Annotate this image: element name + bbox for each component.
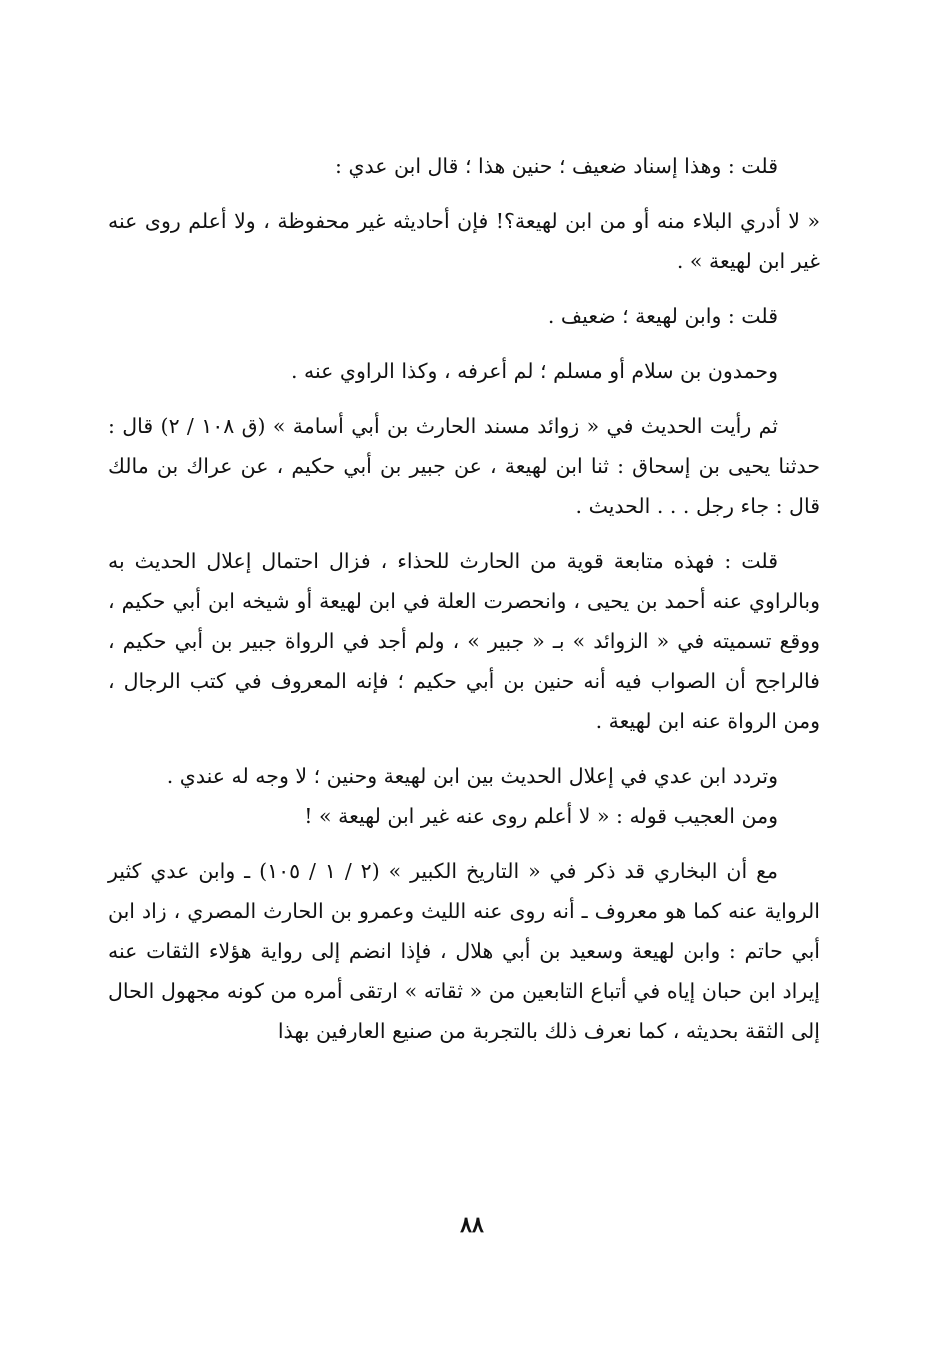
paragraph-5: ثم رأيت الحديث في « زوائد مسند الحارث بن أبي أسامة » (ق ١٠٨ / ٢) قال : حدثنا يحيى بن إسحاق : ثنا ابن لهيعة ، عن جبير بن أبي حكيم ، عن عراك بن مالك قال : جاء رجل . . . الحديث . [108,414,820,518]
paragraph-3: قلت : وابن لهيعة ؛ ضعيف . [547,304,778,328]
paragraph-4: وحمدون بن سلام أو مسلم ؛ لم أعرفه ، وكذا الراوي عنه . [290,359,778,383]
paragraph-9: مع أن البخاري قد ذكر في « التاريخ الكبير » (٢ / ١ / ١٠٥) ـ وابن عدي كثير الرواية عنه كما هو معروف ـ أنه روى عنه الليث وعمرو بن الحارث المصري ، زاد ابن أبي حاتم : وابن لهيعة وسعيد بن أبي هلال ، فإذا انضم إلى رواية هؤلاء الثقات عنه إيراد ابن حبان إياه في أتباع التابعين من « ثقاته » ارتقى أمره من كونه مجهول الحال إلى الثقة بحديثه ، كما نعرف ذلك بالتجربة من صنيع العارفين بهذا [108,859,820,1043]
body-text [108,146,820,1051]
paragraph-2: « لا أدري البلاء منه أو من ابن لهيعة؟! فإن أحاديثه غير محفوظة ، ولا أعلم روى عنه غير ابن لهيعة » . [108,209,820,273]
paragraph-8: ومن العجيب قوله : « لا أعلم روى عنه غير ابن لهيعة » ! [304,804,778,828]
page-number: ٨٨ [460,1212,484,1238]
paragraph-6: قلت : فهذه متابعة قوية من الحارث للحذاء ، فزال احتمال إعلال الحديث به وبالراوي عنه أحمد بن يحيى ، وانحصرت العلة في ابن لهيعة أو شيخه ابن أبي حكيم ، ووقع تسميته في « الزوائد » بـ « جبير » ، ولم أجد في الرواة جبير بن أبي حكيم ، فالراجح أن الصواب فيه أنه حنين بن أبي حكيم ؛ فإنه المعروف في كتب الرجال ، ومن الرواة عنه ابن لهيعة . [108,549,820,733]
paragraph-1: قلت : وهذا إسناد ضعيف ؛ حنين هذا ؛ قال ابن عدي : [335,154,778,178]
paragraph-7: وتردد ابن عدي في إعلال الحديث بين ابن لهيعة وحنين ؛ لا وجه له عندي . [166,764,778,788]
